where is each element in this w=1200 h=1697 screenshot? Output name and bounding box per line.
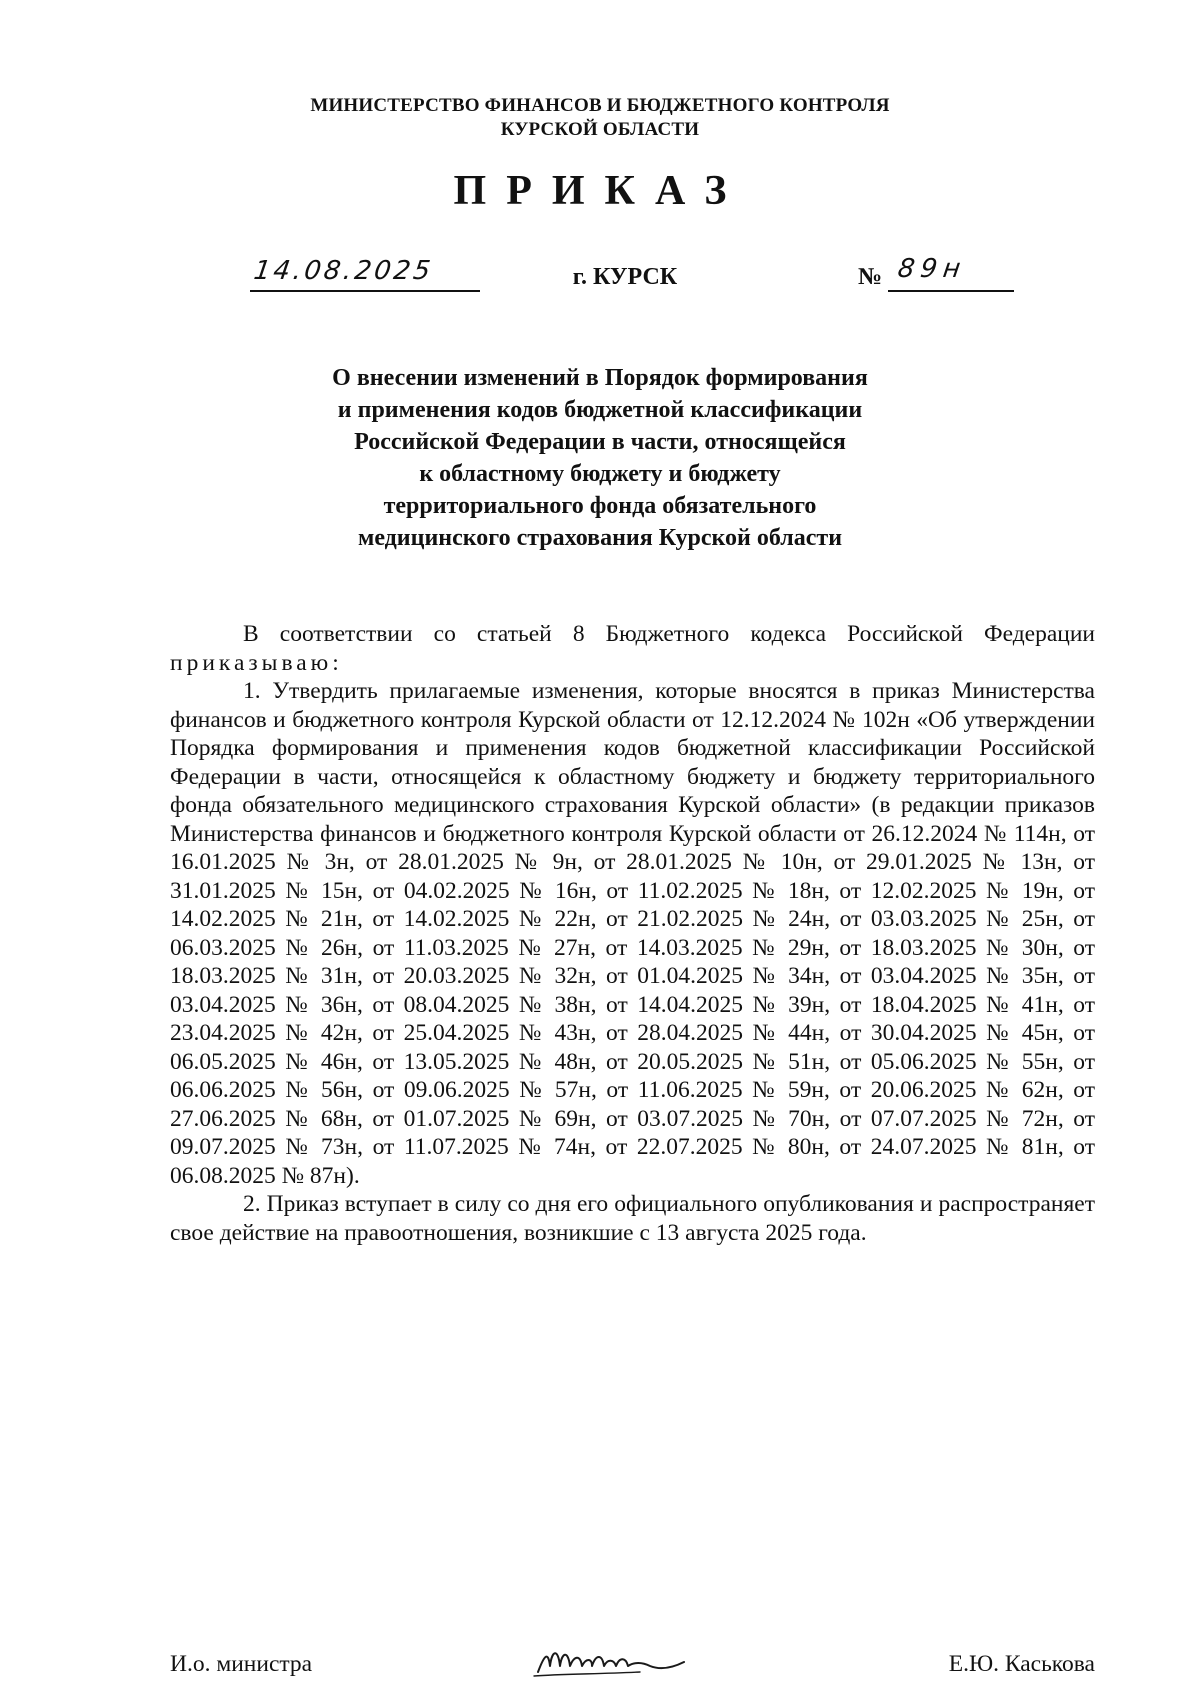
signatory-role: И.о. министра <box>170 1651 313 1677</box>
handwritten-signature <box>530 1636 690 1680</box>
subject-line: Российской Федерации в части, относящейся <box>354 429 846 455</box>
number-label: № <box>858 264 883 290</box>
intro-colon: : <box>332 649 339 676</box>
subject-line: и применения кодов бюджетной классификации <box>337 397 863 423</box>
order-body <box>170 620 1095 1247</box>
number-underline <box>888 290 1014 292</box>
item-2-paragraph: 2. Приказ вступает в силу со дня его официального опубликования и распространяет свое действие на правоотношения, возникшие с 13 августа 2025 года. <box>170 1191 1095 1246</box>
ministry-header <box>200 94 1000 142</box>
order-number: 89н <box>895 254 969 284</box>
intro-text: В соответствии со статьей 8 Бюджетного кодекса Российской Федерации <box>243 621 1095 647</box>
item-1-paragraph: 1. Утвердить прилагаемые изменения, которые вносятся в приказ Министерства финансов и бюджетного контроля Курской области от 12.12.2024 № 102н «Об утверждении Порядка формирования и применения кодов бюджетной классификации Российской Федерации в части, относящейся к областному бюджету и бюджету территориального фонда обязательного медицинского страхования Курской области» (в редакции приказов Министерства финансов и бюджетного контроля Курской области от 26.12.2024 № 114н, от 16.01.2025 № 3н, от 28.01.2025 № 9н, от 28.01.2025 № 10н, от 29.01.2025 № 13н, от 31.01.2025 № 15н, от 04.02.2025 № 16н, от 11.02.2025 № 18н, от 12.02.2025 № 19н, от 14.02.2025 № 21н, от 14.02.2025 № 22н, от 21.02.2025 № 24н, от 03.03.2025 № 25н, от 06.03.2025 № 26н, от 11.03.2025 № 27н, от 14.03.2025 № 29н, от 18.03.2025 № 30н, от 18.03.2025 № 31н, от 20.03.2025 № 32н, от 01.04.2025 № 34н, от 03.04.2025 № 35н, от 03.04.2025 № 36н, от 08.04.2025 № 38н, от 14.04.2025 № 39н, от 18.04.2025 № 41н, от 23.04.2025 № 42н, от 25.04.2025 № 43н, от 28.04.2025 № 44н, от 30.04.2025 № 45н, от 06.05.2025 № 46н, от 13.05.2025 № 48н, от 20.05.2025 № 51н, от 05.06.2025 № 55н, от 06.06.2025 № 56н, от 09.06.2025 № 57н, от 11.06.2025 № 59н, от 20.06.2025 № 62н, от 27.06.2025 № 68н, от 01.07.2025 № 69н, от 03.07.2025 № 70н, от 07.07.2025 № 72н, от 09.07.2025 № 73н, от 11.07.2025 № 74н, от 22.07.2025 № 80н, от 24.07.2025 № 81н, от 06.08.2025 № 87н). <box>170 678 1095 1189</box>
order-verb: приказываю <box>170 649 333 676</box>
ministry-line-2: КУРСКОЙ ОБЛАСТИ <box>500 119 700 140</box>
signatory-name: Е.Ю. Каськова <box>948 1651 1095 1677</box>
ministry-line-1: МИНИСТЕРСТВО ФИНАНСОВ И БЮДЖЕТНОГО КОНТРОЛЯ <box>310 95 890 116</box>
document-type-title: ПРИКАЗ <box>453 168 747 214</box>
order-date: 14.08.2025 <box>251 256 435 286</box>
subject-line: территориального фонда обязательного <box>383 493 817 519</box>
order-subject <box>260 362 940 554</box>
intro-paragraph <box>170 620 1095 677</box>
signature-block <box>170 1650 1095 1690</box>
city: г. КУРСК <box>572 264 678 290</box>
subject-line: медицинского страхования Курской области <box>357 525 843 551</box>
subject-line: к областному бюджету и бюджету <box>419 461 781 487</box>
date-underline <box>250 290 480 292</box>
subject-line: О внесении изменений в Порядок формирования <box>332 365 868 391</box>
